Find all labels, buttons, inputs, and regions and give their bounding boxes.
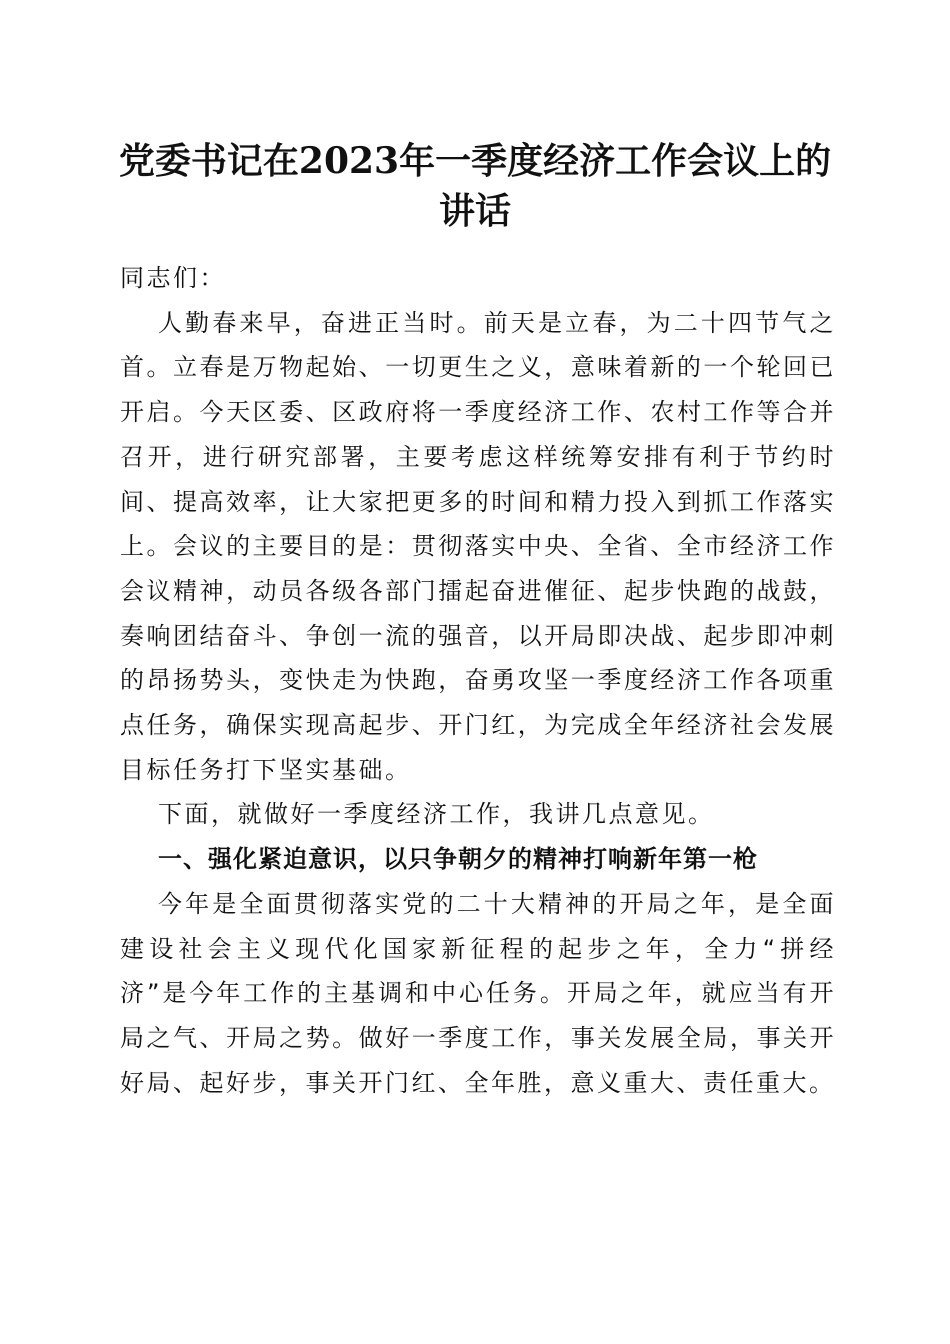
document-body xyxy=(120,256,836,1105)
document-title xyxy=(110,136,840,236)
paragraph-intro: 人勤春来早，奋进正当时。前天是立春，为二十四节气之首。立春是万物起始、一切更生之义，意味着新的一个轮回已开启。今天区委、区政府将一季度经济工作、农村工作等合并召开，进行研究部署，主要考虑这样统筹安排有利于节约时间、提高效率，让大家把更多的时间和精力投入到抓工作落实上。会议的主要目的是：贯彻落实中央、全省、全市经济工作会议精神，动员各级各部门擂起奋进催征、起步快跑的战鼓，奏响团结奋斗、争创一流的强音，以开局即决战、起步即冲刺的昂扬势头，变快走为快跑，奋勇攻坚一季度经济工作各项重点任务，确保实现高起步、开门红，为完成全年经济社会发展目标任务打下坚实基础。 xyxy=(120,308,836,784)
title-line-1: 党委书记在2023年一季度经济工作会议上的 xyxy=(118,140,832,182)
section-heading-1: 一、强化紧迫意识，以只争朝夕的精神打响新年第一枪 xyxy=(158,845,758,874)
paragraph-transition: 下面，就做好一季度经济工作，我讲几点意见。 xyxy=(158,800,715,829)
paragraph-section-1: 今年是全面贯彻落实党的二十大精神的开局之年，是全面建设社会主义现代化国家新征程的起步之年，全力“拼经济”是今年工作的主基调和中心任务。开局之年，就应当有开局之气、开局之势。做好一季度工作，事关发展全局，事关开好局、起好步，事关开门红、全年胜，意义重大、责任重大。 xyxy=(120,889,836,1097)
salutation: 同志们： xyxy=(120,264,226,292)
title-line-2: 讲话 xyxy=(438,190,511,232)
